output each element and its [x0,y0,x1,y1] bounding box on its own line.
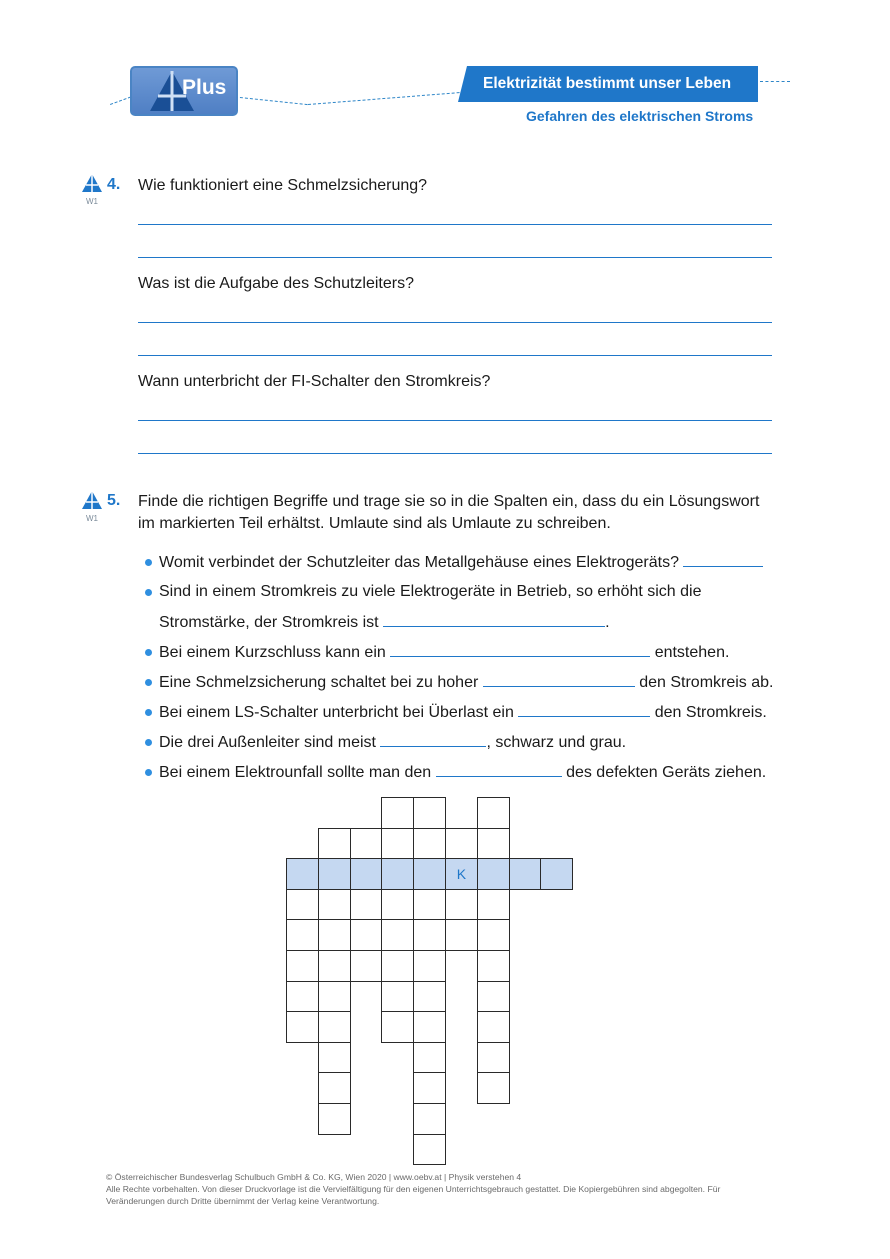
item-text: Bei einem LS-Schalter unterbricht bei Überlast ein [159,704,514,721]
item-text-after: des defekten Geräts ziehen. [566,764,767,781]
crossword-cell[interactable] [286,1011,319,1043]
fill-blank[interactable] [380,731,486,747]
crossword-cell[interactable] [413,1103,446,1135]
item-text: Bei einem Kurzschluss kann ein [159,644,386,661]
item-text: Die drei Außenleiter sind meist [159,734,376,751]
crossword-cell[interactable] [413,1011,446,1043]
crossword-cell[interactable] [286,889,319,921]
fill-blank[interactable] [436,761,562,777]
fill-blank[interactable] [518,701,650,717]
fill-blank[interactable] [683,551,763,567]
bullet [145,769,152,776]
item-text-after: den Stromkreis. [654,704,767,721]
header-dashed-line [308,92,460,105]
crossword-cell[interactable] [477,828,510,860]
crossword-cell[interactable] [477,797,510,829]
level-triangle-icon [81,173,103,193]
task4-question-2: Was ist die Aufgabe des Schutzleiters? [138,275,414,292]
bullet [145,649,152,656]
solution-cell[interactable] [445,858,478,890]
crossword-cell[interactable] [413,1042,446,1074]
crossword-cell[interactable] [381,950,414,982]
answer-line[interactable] [138,420,772,421]
crossword-cell[interactable] [477,919,510,951]
crossword-cell[interactable] [318,1072,351,1104]
bullet [145,709,152,716]
task5-instruction-line2: im markierten Teil erhältst. Umlaute sind als Umlaute zu schreiben. [138,515,611,532]
item-text-after: entstehen. [654,644,730,661]
crossword-cell[interactable] [381,828,414,860]
crossword-cell[interactable] [286,981,319,1013]
task4-level: W1 [86,197,98,206]
crossword-cell[interactable] [477,889,510,921]
crossword-cell[interactable] [477,950,510,982]
crossword-cell[interactable] [318,950,351,982]
footer-disclaimer: Veränderungen durch Dritte übernimmt der Verlag keine Verantwortung. [106,1196,380,1206]
bullet [145,679,152,686]
item-text: Bei einem Elektrounfall sollte man den [159,764,432,781]
crossword-cell[interactable] [381,981,414,1013]
header-dashed-line [760,81,790,82]
footer-copyright: © Österreichischer Bundesverlag Schulbuch GmbH & Co. KG, Wien 2020 | www.oebv.at | Physik verstehen 4 [106,1172,522,1182]
crossword-cell[interactable] [413,981,446,1013]
footer-rights: Alle Rechte vorbehalten. Von dieser Druckvorlage ist die Vervielfältigung für den eigenen Unterrichtsgebrauch gestattet. Die Kopiergebühren sind abgegolten. Für [106,1184,721,1194]
crossword-cell[interactable] [477,1042,510,1074]
task5-item-1 [159,551,763,574]
task5-level: W1 [86,514,98,523]
crossword-cell[interactable] [381,797,414,829]
crossword-cell[interactable] [477,981,510,1013]
answer-line[interactable] [138,355,772,356]
solution-cell[interactable] [350,858,383,890]
crossword-cell[interactable] [381,919,414,951]
item-text: Womit verbindet der Schutzleiter das Metallgehäuse eines Elektrogeräts? [159,554,679,571]
crossword-cell[interactable] [413,919,446,951]
crossword-cell[interactable] [445,828,478,860]
header-dashed-line [240,97,308,105]
task5-item-4 [159,671,773,694]
task4-question-3: Wann unterbricht der FI-Schalter den Stromkreis? [138,373,491,390]
solution-cell[interactable] [540,858,573,890]
fill-blank[interactable] [383,611,605,627]
task4-number: 4. [107,176,121,193]
solution-cell[interactable] [318,858,351,890]
crossword-cell[interactable] [413,950,446,982]
crossword-cell[interactable] [318,828,351,860]
task5-item-2-line1: Sind in einem Stromkreis zu viele Elektrogeräte in Betrieb, so erhöht sich die [159,583,702,600]
item-text-after: , schwarz und grau. [486,734,627,751]
solution-cell[interactable] [477,858,510,890]
logo-text: Plus [182,76,227,99]
chapter-title: Elektrizität bestimmt unser Leben [483,75,732,92]
task5-item-7 [159,761,766,784]
bullet [145,559,152,566]
solution-cell[interactable] [286,858,319,890]
crossword-cell[interactable] [318,1042,351,1074]
crossword-cell[interactable] [350,950,383,982]
crossword-cell[interactable] [350,919,383,951]
answer-line[interactable] [138,224,772,225]
item-text-after: den Stromkreis ab. [639,674,774,691]
crossword-cell[interactable] [318,981,351,1013]
crossword-cell[interactable] [318,1103,351,1135]
section-subtitle: Gefahren des elektrischen Stroms [526,108,754,124]
crossword-cell[interactable] [318,889,351,921]
solution-cell[interactable] [413,858,446,890]
item-text: Stromstärke, der Stromkreis ist [159,614,379,631]
crossword-cell[interactable] [413,797,446,829]
crossword-cell[interactable] [413,889,446,921]
given-letter: K [456,865,467,882]
crossword-cell[interactable] [350,889,383,921]
answer-line[interactable] [138,257,772,258]
crossword-cell[interactable] [286,950,319,982]
bullet [145,589,152,596]
crossword-cell[interactable] [413,1072,446,1104]
crossword-cell[interactable] [350,828,383,860]
answer-line[interactable] [138,322,772,323]
bullet [145,739,152,746]
task5-number: 5. [107,492,121,509]
crossword-cell[interactable] [381,1011,414,1043]
fill-blank[interactable] [483,671,635,687]
fill-blank[interactable] [390,641,650,657]
task5-item-3 [159,641,729,664]
header-dashed-line [110,96,131,104]
task4-question-1: Wie funktioniert eine Schmelzsicherung? [138,177,428,194]
crossword-cell[interactable] [445,889,478,921]
crossword-cell[interactable] [318,1011,351,1043]
crossword-cell[interactable] [381,889,414,921]
crossword-cell[interactable] [286,919,319,951]
footer [106,1171,776,1207]
level-triangle-icon [81,490,103,510]
crossword-cell[interactable] [318,919,351,951]
item-text: Eine Schmelzsicherung schaltet bei zu hoher [159,674,479,691]
crossword-cell[interactable] [477,1011,510,1043]
item-text-after: . [605,614,610,631]
answer-line[interactable] [138,453,772,454]
crossword-cell[interactable] [477,1072,510,1104]
solution-cell[interactable] [381,858,414,890]
crossword-cell[interactable] [445,919,478,951]
task5-item-5 [159,701,767,724]
task5-item-2-line2 [159,611,610,634]
crossword-cell[interactable] [413,1134,446,1166]
solution-cell[interactable] [509,858,542,890]
crossword-cell[interactable] [413,828,446,860]
task5-instruction-line1: Finde die richtigen Begriffe und trage sie so in die Spalten ein, dass du ein Lösungswort [138,493,760,510]
task5-item-6 [159,731,626,754]
